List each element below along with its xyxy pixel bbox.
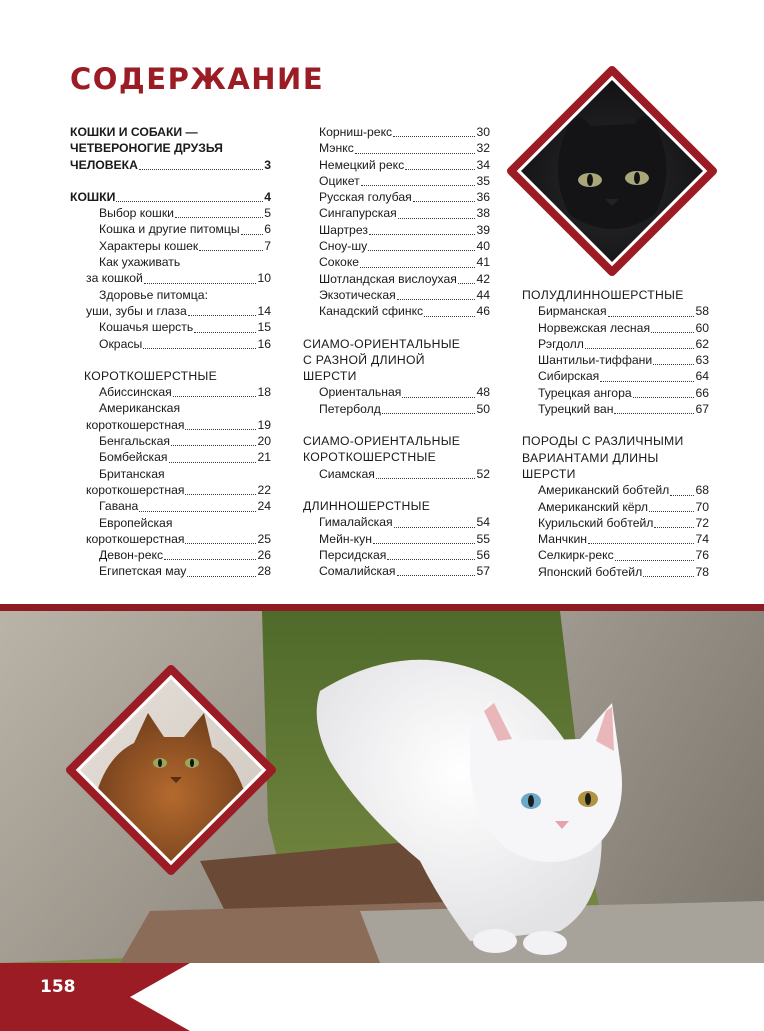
toc-entry-page: 7 [264, 238, 271, 253]
toc-entry-page: 72 [695, 515, 709, 530]
toc-leader-dots [670, 495, 694, 496]
toc-entry-page: 50 [476, 401, 490, 416]
toc-entry[interactable] [303, 563, 490, 579]
toc-entry-page: 63 [695, 353, 709, 368]
toc-entry-page: 64 [695, 369, 709, 384]
toc-entry-label: Петерболд [319, 401, 381, 416]
toc-entry-text: Европейская [99, 515, 173, 530]
toc-leader-dots [405, 169, 475, 170]
toc-entry-label: Американский бобтейл [538, 483, 670, 498]
toc-entry[interactable] [70, 319, 271, 335]
toc-leader-dots [169, 462, 257, 463]
toc-entry-page: 4 [264, 189, 271, 204]
toc-entry[interactable] [303, 205, 490, 221]
toc-entry-page: 67 [695, 402, 709, 417]
toc-leader-dots [369, 234, 476, 235]
toc-entry[interactable] [522, 303, 709, 319]
toc-entry[interactable] [303, 222, 490, 238]
toc-entry[interactable] [303, 287, 490, 303]
toc-entry-page: 35 [476, 173, 490, 188]
toc-leader-dots [361, 185, 476, 186]
toc-entry-text: Здоровье питомца: [99, 287, 208, 302]
toc-entry-page: 46 [476, 304, 490, 319]
toc-entry-page: 44 [476, 287, 490, 302]
toc-entry[interactable] [303, 384, 490, 400]
toc-entry-label: Канадский сфинкс [319, 304, 424, 319]
toc-leader-dots [360, 267, 475, 268]
toc-entry-label: Бирманская [538, 304, 607, 319]
toc-leader-dots [376, 478, 476, 479]
toc-leader-dots [413, 201, 476, 202]
toc-entry-label: ЧЕЛОВЕКА [70, 157, 138, 172]
page-title: СОДЕРЖАНИЕ [70, 62, 325, 96]
toc-leader-dots [382, 413, 476, 414]
toc-entry-text: Американская [99, 401, 181, 416]
toc-leader-dots [175, 217, 263, 218]
toc-entry[interactable] [522, 482, 709, 498]
toc-column-3 [522, 287, 709, 580]
toc-gap [303, 320, 490, 336]
toc-entry-label: Египетская мау [99, 564, 187, 579]
toc-entry-page: 54 [476, 515, 490, 530]
toc-leader-dots [355, 153, 476, 154]
toc-entry-label: короткошерстная [86, 417, 185, 432]
toc-entry[interactable] [70, 482, 271, 498]
toc-gap [522, 417, 709, 433]
toc-entry-label: Бомбейская [99, 450, 168, 465]
toc-section-heading: С РАЗНОЙ ДЛИНОЙ [303, 352, 425, 367]
toc-entry-label: Американский кёрл [538, 499, 648, 514]
toc-entry[interactable] [303, 466, 490, 482]
toc-leader-dots [241, 234, 264, 235]
toc-entry-label: Мейн-кун [319, 531, 372, 546]
toc-entry[interactable] [522, 368, 709, 384]
toc-entry[interactable] [303, 271, 490, 287]
somali-cat-photo-icon [64, 663, 278, 877]
toc-entry-label: Окрасы [99, 336, 143, 351]
toc-entry-label: за кошкой [86, 271, 143, 286]
toc-leader-dots [633, 397, 695, 398]
toc-entry[interactable] [70, 221, 271, 237]
toc-entry-text: Как ухаживать [99, 255, 181, 270]
toc-leader-dots [187, 576, 256, 577]
toc-entry-page: 22 [257, 482, 271, 497]
toc-leader-dots [643, 576, 694, 577]
toc-entry[interactable] [70, 531, 271, 547]
toc-entry[interactable] [522, 352, 709, 368]
toc-entry-label: Манчкин [538, 532, 588, 547]
toc-leader-dots [398, 218, 476, 219]
toc-entry[interactable] [303, 514, 490, 530]
toc-entry[interactable] [303, 238, 490, 254]
toc-leader-dots [397, 299, 476, 300]
toc-entry-page: 36 [476, 190, 490, 205]
toc-entry-page: 18 [257, 385, 271, 400]
toc-leader-dots [171, 445, 256, 446]
toc-leader-dots [600, 381, 694, 382]
divider-band [0, 604, 764, 611]
toc-entry-label: Кошачья шерсть [99, 320, 194, 335]
toc-section-heading: КОРОТКОШЕРСТНЫЕ [84, 368, 218, 383]
toc-leader-dots [143, 348, 256, 349]
toc-entry-text: КОШКИ И СОБАКИ — [70, 125, 198, 139]
toc-leader-dots [164, 559, 256, 560]
toc-entry[interactable] [70, 270, 271, 286]
toc-entry[interactable] [303, 157, 490, 173]
toc-entry-page: 20 [257, 434, 271, 449]
toc-entry[interactable] [522, 515, 709, 531]
toc-entry-page: 66 [695, 385, 709, 400]
toc-entry-label: Гавана [99, 499, 139, 514]
toc-leader-dots [139, 511, 256, 512]
toc-entry-page: 78 [695, 564, 709, 579]
toc-entry-page: 6 [264, 222, 271, 237]
toc-leader-dots [185, 429, 256, 430]
toc-entry-page: 30 [476, 125, 490, 139]
toc-entry[interactable] [522, 401, 709, 417]
toc-leader-dots [614, 413, 694, 414]
toc-entry[interactable] [70, 205, 271, 221]
toc-entry-page: 28 [257, 564, 271, 579]
toc-entry-page: 60 [695, 320, 709, 335]
toc-entry-page: 38 [476, 206, 490, 221]
toc-entry[interactable] [522, 547, 709, 563]
toc-entry[interactable] [303, 254, 490, 270]
toc-entry[interactable] [522, 499, 709, 515]
toc-entry-label: Сноу-шу [319, 239, 368, 254]
toc-entry-page: 62 [695, 336, 709, 351]
toc-entry-label: Шантильи-тиффани [538, 353, 653, 368]
toc-section-heading: ШЕРСТИ [522, 466, 576, 481]
toc-entry[interactable] [70, 547, 271, 563]
toc-entry-page: 58 [695, 304, 709, 319]
toc-entry-label: Ориентальная [319, 385, 402, 400]
toc-leader-dots [194, 332, 256, 333]
toc-entry-label: Шартрез [319, 222, 368, 237]
toc-entry[interactable] [70, 417, 271, 433]
toc-leader-dots [588, 543, 694, 544]
toc-entry[interactable] [522, 564, 709, 580]
toc-entry-label: Корниш-рекс [319, 125, 393, 139]
toc-entry-label: Селкирк-рекс [538, 548, 614, 563]
toc-entry-label: Курильский бобтейл [538, 515, 654, 530]
toc-section-heading: СИАМО-ОРИЕНТАЛЬНЫЕ [303, 434, 461, 449]
toc-entry[interactable] [70, 157, 271, 173]
toc-leader-dots [649, 511, 694, 512]
toc-entry-label: Оцикет [319, 173, 360, 188]
toc-gap [70, 352, 271, 368]
toc-leader-dots [424, 316, 475, 317]
toc-entry-page: 40 [476, 239, 490, 254]
toc-entry-text: ЧЕТВЕРОНОГИЕ ДРУЗЬЯ [70, 141, 223, 156]
toc-section-heading: СИАМО-ОРИЕНТАЛЬНЫЕ [303, 336, 461, 351]
toc-entry-text: Британская [99, 466, 165, 481]
toc-entry[interactable] [303, 547, 490, 563]
toc-gap [70, 173, 271, 189]
toc-entry[interactable] [70, 433, 271, 449]
toc-entry-page: 34 [476, 157, 490, 172]
toc-entry-label: Немецкий рекс [319, 157, 405, 172]
toc-entry-page: 5 [264, 206, 271, 221]
toc-entry-label: Сибирская [538, 369, 600, 384]
toc-entry-page: 52 [476, 466, 490, 481]
toc-entry[interactable] [522, 336, 709, 352]
toc-entry-page: 55 [476, 531, 490, 546]
toc-entry-page: 32 [476, 141, 490, 156]
toc-entry-page: 21 [257, 450, 271, 465]
toc-column-1 [70, 124, 271, 580]
toc-entry-label: Персидская [319, 547, 387, 562]
toc-entry-page: 76 [695, 548, 709, 563]
toc-entry-page: 14 [257, 303, 271, 318]
toc-entry-label: Кошка и другие питомцы [99, 222, 240, 237]
toc-section-heading: ПОЛУДЛИННОШЕРСТНЫЕ [522, 288, 684, 302]
toc-entry[interactable] [522, 320, 709, 336]
toc-entry-label: Турецкий ван [538, 402, 614, 417]
toc-leader-dots [199, 250, 263, 251]
toc-entry-page: 3 [264, 157, 271, 172]
toc-section-heading: ВАРИАНТАМИ ДЛИНЫ [522, 450, 659, 465]
toc-leader-dots [387, 559, 475, 560]
toc-entry[interactable] [70, 238, 271, 254]
toc-entry-page: 68 [695, 483, 709, 498]
toc-entry-page: 48 [476, 385, 490, 400]
toc-leader-dots [185, 543, 256, 544]
toc-leader-dots [393, 136, 475, 137]
toc-entry-page: 57 [476, 564, 490, 579]
toc-entry[interactable] [70, 189, 271, 205]
toc-column-2 [303, 124, 490, 579]
toc-entry-page: 70 [695, 499, 709, 514]
toc-leader-dots [173, 396, 257, 397]
toc-entry[interactable] [303, 140, 490, 156]
toc-section-heading: ШЕРСТИ [303, 369, 357, 384]
toc-entry[interactable] [70, 303, 271, 319]
toc-leader-dots [402, 397, 475, 398]
toc-section-heading: ПОРОДЫ С РАЗЛИЧНЫМИ [522, 434, 684, 449]
toc-leader-dots [185, 494, 256, 495]
toc-entry[interactable] [303, 401, 490, 417]
toc-entry-label: Экзотическая [319, 287, 396, 302]
toc-entry-page: 25 [257, 531, 271, 546]
toc-entry-page: 26 [257, 548, 271, 563]
toc-entry[interactable] [70, 563, 271, 579]
toc-entry-label: Бенгальская [99, 434, 170, 449]
toc-entry[interactable] [70, 498, 271, 514]
toc-entry-label: Гималайская [319, 515, 393, 530]
toc-entry-label: уши, зубы и глаза [86, 303, 187, 318]
toc-entry[interactable] [303, 124, 490, 140]
toc-entry-label: Сиамская [319, 466, 375, 481]
toc-entry[interactable] [303, 189, 490, 205]
toc-leader-dots [373, 543, 475, 544]
toc-entry-label: КОШКИ [70, 189, 116, 204]
toc-entry-page: 19 [257, 417, 271, 432]
toc-entry-label: Шотландская вислоухая [319, 271, 457, 286]
toc-leader-dots [139, 169, 263, 170]
toc-entry[interactable] [70, 336, 271, 352]
toc-entry-label: короткошерстная [86, 482, 185, 497]
toc-leader-dots [615, 560, 695, 561]
toc-leader-dots [116, 201, 263, 202]
toc-entry[interactable] [70, 449, 271, 465]
toc-entry-label: Выбор кошки [99, 206, 174, 221]
toc-entry[interactable] [522, 385, 709, 401]
toc-entry-label: Рэгдолл [538, 336, 584, 351]
toc-entry-page: 39 [476, 222, 490, 237]
toc-entry-page: 42 [476, 271, 490, 286]
toc-entry-page: 74 [695, 532, 709, 547]
toc-entry-page: 16 [257, 336, 271, 351]
toc-leader-dots [368, 250, 475, 251]
toc-entry-label: Сомалийская [319, 564, 396, 579]
toc-gap [303, 482, 490, 498]
toc-entry[interactable] [70, 384, 271, 400]
page-number: 158 [40, 977, 76, 997]
toc-leader-dots [397, 575, 476, 576]
toc-entry[interactable] [303, 303, 490, 319]
toc-entry-label: Абиссинская [99, 385, 172, 400]
toc-entry-page: 56 [476, 547, 490, 562]
black-cat-photo-icon [505, 64, 719, 278]
toc-entry-page: 15 [257, 320, 271, 335]
toc-entry[interactable] [522, 531, 709, 547]
toc-leader-dots [585, 348, 695, 349]
toc-leader-dots [394, 527, 476, 528]
toc-leader-dots [651, 332, 694, 333]
toc-entry-page: 10 [257, 271, 271, 286]
toc-entry-page: 41 [476, 255, 490, 270]
toc-section-heading: ДЛИННОШЕРСТНЫЕ [303, 498, 431, 513]
toc-leader-dots [654, 527, 694, 528]
toc-entry-label: Норвежская лесная [538, 320, 651, 335]
toc-entry-label: Мэнкс [319, 141, 354, 156]
toc-entry-label: Японский бобтейл [538, 564, 643, 579]
toc-entry-page: 24 [257, 499, 271, 514]
toc-leader-dots [608, 316, 695, 317]
toc-entry-label: Сококе [319, 255, 360, 270]
toc-leader-dots [188, 315, 257, 316]
toc-entry-label: Девон-рекс [99, 548, 164, 563]
toc-entry-label: Русская голубая [319, 190, 412, 205]
toc-entry-label: Характеры кошек [99, 238, 199, 253]
toc-entry-label: Турецкая ангора [538, 385, 632, 400]
toc-leader-dots [653, 364, 694, 365]
toc-entry[interactable] [303, 173, 490, 189]
toc-entry-label: короткошерстная [86, 531, 185, 546]
toc-leader-dots [144, 283, 257, 284]
toc-section-heading: КОРОТКОШЕРСТНЫЕ [303, 450, 437, 465]
toc-leader-dots [458, 283, 476, 284]
toc-gap [303, 417, 490, 433]
toc-entry-label: Сингапурская [319, 206, 397, 221]
toc-entry[interactable] [303, 531, 490, 547]
